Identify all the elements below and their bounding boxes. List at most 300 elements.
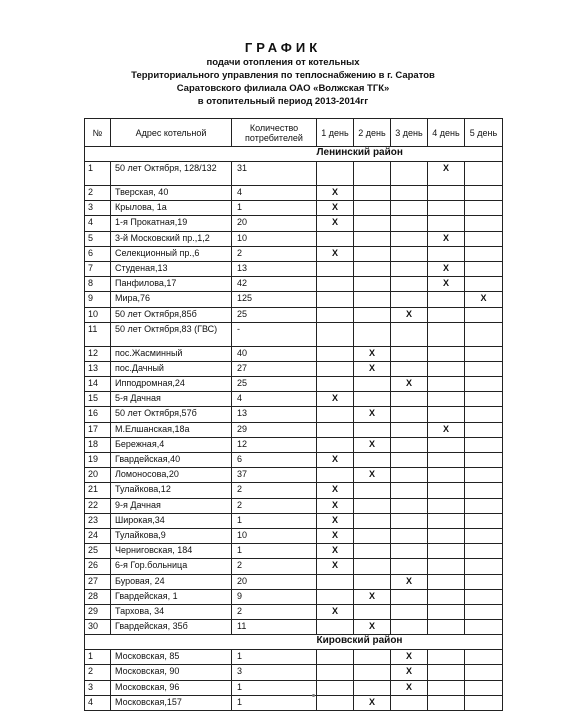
table-row	[85, 559, 503, 574]
day-4-cell	[428, 216, 465, 231]
day-5-cell	[465, 453, 503, 468]
day-2-cell	[354, 604, 391, 619]
day-3-cell	[391, 483, 428, 498]
day-2-cell: Х	[354, 620, 391, 635]
table-row	[85, 453, 503, 468]
header-day-4: 4 день	[428, 119, 465, 147]
day-3-cell	[391, 695, 428, 710]
table-row	[85, 346, 503, 361]
row-consumer-count: 11	[232, 620, 317, 635]
row-consumer-count: 10	[232, 528, 317, 543]
day-2-cell	[354, 292, 391, 307]
day-3-cell	[391, 544, 428, 559]
row-address: Московская, 96	[111, 680, 232, 695]
row-consumer-count: 4	[232, 392, 317, 407]
day-1-cell	[317, 292, 354, 307]
day-4-cell	[428, 453, 465, 468]
day-4-cell	[428, 604, 465, 619]
row-number: 4	[85, 216, 111, 231]
table-row	[85, 407, 503, 422]
day-1-cell: Х	[317, 528, 354, 543]
day-3-cell	[391, 261, 428, 276]
day-1-cell	[317, 665, 354, 680]
day-3-cell	[391, 468, 428, 483]
district-blank-cell	[85, 635, 317, 650]
table-row	[85, 322, 503, 346]
row-number: 1	[85, 162, 111, 186]
header-address: Адрес котельной	[111, 119, 232, 147]
day-3-cell	[391, 246, 428, 261]
row-consumer-count: 4	[232, 186, 317, 201]
day-3-cell	[391, 292, 428, 307]
row-number: 8	[85, 277, 111, 292]
header-day-2: 2 день	[354, 119, 391, 147]
row-address: Панфилова,17	[111, 277, 232, 292]
day-3-cell	[391, 437, 428, 452]
row-consumer-count: 1	[232, 544, 317, 559]
row-number: 26	[85, 559, 111, 574]
day-4-cell	[428, 483, 465, 498]
day-2-cell	[354, 216, 391, 231]
day-5-cell	[465, 528, 503, 543]
day-4-cell	[428, 544, 465, 559]
day-4-cell	[428, 513, 465, 528]
day-3-cell: Х	[391, 680, 428, 695]
row-address: 5-я Дачная	[111, 392, 232, 407]
row-number: 22	[85, 498, 111, 513]
day-1-cell	[317, 346, 354, 361]
row-number: 7	[85, 261, 111, 276]
row-address: Черниговская, 184	[111, 544, 232, 559]
row-number: 21	[85, 483, 111, 498]
day-4-cell	[428, 528, 465, 543]
day-3-cell	[391, 322, 428, 346]
day-3-cell	[391, 346, 428, 361]
day-4-cell	[428, 589, 465, 604]
day-3-cell	[391, 361, 428, 376]
day-3-cell	[391, 498, 428, 513]
day-3-cell: Х	[391, 650, 428, 665]
day-5-cell	[465, 589, 503, 604]
day-4-cell: Х	[428, 422, 465, 437]
row-address: 9-я Дачная	[111, 498, 232, 513]
table-body	[85, 147, 503, 711]
table-row	[85, 620, 503, 635]
table-row	[85, 392, 503, 407]
day-2-cell	[354, 528, 391, 543]
day-5-cell	[465, 201, 503, 216]
row-address: 50 лет Октября,57б	[111, 407, 232, 422]
row-address: Московская, 85	[111, 650, 232, 665]
day-2-cell	[354, 392, 391, 407]
document-title: ГРАФИК	[244, 40, 322, 55]
row-consumer-count: 1	[232, 513, 317, 528]
day-2-cell	[354, 650, 391, 665]
row-consumer-count: 9	[232, 589, 317, 604]
row-consumer-count: 25	[232, 307, 317, 322]
day-5-cell	[465, 346, 503, 361]
row-address: 3-й Московский пр.,1,2	[111, 231, 232, 246]
row-address: Гвардейская, 1	[111, 589, 232, 604]
row-consumer-count: 12	[232, 437, 317, 452]
subtitle-line-1: подачи отопления от котельных	[206, 57, 360, 68]
row-consumer-count: 29	[232, 422, 317, 437]
day-3-cell	[391, 407, 428, 422]
day-1-cell	[317, 261, 354, 276]
row-consumer-count: 20	[232, 574, 317, 589]
row-address: Гвардейская,40	[111, 453, 232, 468]
day-2-cell	[354, 483, 391, 498]
row-address: Студеная,13	[111, 261, 232, 276]
table-row	[85, 695, 503, 710]
row-consumer-count: 20	[232, 216, 317, 231]
day-4-cell	[428, 361, 465, 376]
day-2-cell	[354, 574, 391, 589]
day-1-cell	[317, 231, 354, 246]
day-2-cell	[354, 246, 391, 261]
row-address: 1-я Прокатная,19	[111, 216, 232, 231]
row-number: 14	[85, 377, 111, 392]
row-number: 11	[85, 322, 111, 346]
row-address: Тулайкова,12	[111, 483, 232, 498]
table-row	[85, 468, 503, 483]
row-number: 15	[85, 392, 111, 407]
day-1-cell: Х	[317, 559, 354, 574]
day-4-cell: Х	[428, 261, 465, 276]
row-address: пос.Жасминный	[111, 346, 232, 361]
row-consumer-count: 13	[232, 261, 317, 276]
day-1-cell: Х	[317, 604, 354, 619]
day-5-cell	[465, 246, 503, 261]
day-5-cell	[465, 186, 503, 201]
day-2-cell	[354, 665, 391, 680]
day-5-cell	[465, 604, 503, 619]
row-consumer-count: 10	[232, 231, 317, 246]
day-2-cell: Х	[354, 695, 391, 710]
district-blank-cell	[85, 147, 317, 162]
day-1-cell	[317, 468, 354, 483]
day-3-cell	[391, 422, 428, 437]
day-5-cell	[465, 407, 503, 422]
day-1-cell	[317, 422, 354, 437]
day-2-cell	[354, 422, 391, 437]
day-1-cell	[317, 437, 354, 452]
row-consumer-count: 13	[232, 407, 317, 422]
day-5-cell	[465, 307, 503, 322]
day-2-cell	[354, 162, 391, 186]
day-3-cell	[391, 277, 428, 292]
day-3-cell	[391, 559, 428, 574]
row-number: 9	[85, 292, 111, 307]
row-address: Мира,76	[111, 292, 232, 307]
day-2-cell: Х	[354, 437, 391, 452]
day-1-cell	[317, 162, 354, 186]
day-1-cell	[317, 695, 354, 710]
row-address: Московская, 90	[111, 665, 232, 680]
day-2-cell	[354, 322, 391, 346]
row-number: 3	[85, 201, 111, 216]
day-3-cell	[391, 216, 428, 231]
row-number: 20	[85, 468, 111, 483]
day-5-cell	[465, 620, 503, 635]
row-number: 2	[85, 186, 111, 201]
scan-speck	[312, 694, 315, 697]
row-number: 4	[85, 695, 111, 710]
row-consumer-count: 1	[232, 680, 317, 695]
header-num: №	[85, 119, 111, 147]
row-number: 3	[85, 680, 111, 695]
row-consumer-count: 42	[232, 277, 317, 292]
day-3-cell: Х	[391, 377, 428, 392]
day-3-cell: Х	[391, 307, 428, 322]
header-count: Количество потребителей	[232, 119, 317, 147]
day-5-cell	[465, 377, 503, 392]
day-3-cell	[391, 513, 428, 528]
row-consumer-count: 1	[232, 201, 317, 216]
row-consumer-count: 1	[232, 695, 317, 710]
table-row	[85, 574, 503, 589]
row-address: Широкая,34	[111, 513, 232, 528]
day-4-cell	[428, 437, 465, 452]
table-row	[85, 544, 503, 559]
day-3-cell	[391, 589, 428, 604]
table-row	[85, 513, 503, 528]
day-4-cell	[428, 665, 465, 680]
day-2-cell: Х	[354, 589, 391, 604]
row-number: 29	[85, 604, 111, 619]
table-row	[85, 186, 503, 201]
day-3-cell: Х	[391, 665, 428, 680]
table-row	[85, 377, 503, 392]
day-1-cell: Х	[317, 544, 354, 559]
header-day-1: 1 день	[317, 119, 354, 147]
table-row	[85, 680, 503, 695]
row-address: 50 лет Октября,85б	[111, 307, 232, 322]
row-consumer-count: 2	[232, 246, 317, 261]
table-row	[85, 231, 503, 246]
day-2-cell	[354, 559, 391, 574]
day-5-cell	[465, 574, 503, 589]
schedule-table	[84, 118, 503, 711]
day-5-cell	[465, 361, 503, 376]
day-4-cell	[428, 322, 465, 346]
row-consumer-count: 25	[232, 377, 317, 392]
day-4-cell	[428, 346, 465, 361]
day-5-cell	[465, 392, 503, 407]
table-header-row	[85, 119, 503, 147]
row-consumer-count: 2	[232, 498, 317, 513]
day-3-cell	[391, 604, 428, 619]
table-row	[85, 261, 503, 276]
day-4-cell	[428, 559, 465, 574]
day-1-cell: Х	[317, 392, 354, 407]
district-name: Кировский район	[317, 635, 503, 650]
day-5-cell	[465, 665, 503, 680]
row-consumer-count: 31	[232, 162, 317, 186]
row-number: 30	[85, 620, 111, 635]
day-5-cell	[465, 650, 503, 665]
day-4-cell	[428, 468, 465, 483]
day-2-cell	[354, 680, 391, 695]
day-3-cell	[391, 620, 428, 635]
day-4-cell	[428, 307, 465, 322]
row-number: 24	[85, 528, 111, 543]
row-number: 1	[85, 650, 111, 665]
table-row	[85, 665, 503, 680]
day-2-cell	[354, 201, 391, 216]
table-row	[85, 604, 503, 619]
row-number: 28	[85, 589, 111, 604]
row-consumer-count: 3	[232, 665, 317, 680]
row-address: Московская,157	[111, 695, 232, 710]
day-5-cell	[465, 162, 503, 186]
day-4-cell	[428, 377, 465, 392]
day-1-cell	[317, 620, 354, 635]
row-consumer-count: 1	[232, 650, 317, 665]
row-address: Ипподромная,24	[111, 377, 232, 392]
day-5-cell	[465, 498, 503, 513]
day-2-cell	[354, 186, 391, 201]
day-4-cell: Х	[428, 162, 465, 186]
day-4-cell	[428, 695, 465, 710]
row-number: 10	[85, 307, 111, 322]
table-row	[85, 201, 503, 216]
day-1-cell: Х	[317, 216, 354, 231]
day-2-cell	[354, 307, 391, 322]
row-address: Тархова, 34	[111, 604, 232, 619]
day-4-cell	[428, 246, 465, 261]
row-address: 6-я Гор.больница	[111, 559, 232, 574]
day-1-cell	[317, 361, 354, 376]
row-address: Крылова, 1а	[111, 201, 232, 216]
row-consumer-count: -	[232, 322, 317, 346]
table-row	[85, 528, 503, 543]
day-1-cell: Х	[317, 498, 354, 513]
day-1-cell	[317, 307, 354, 322]
row-number: 12	[85, 346, 111, 361]
district-row	[85, 147, 503, 162]
row-address: Селекционный пр.,6	[111, 246, 232, 261]
table-row	[85, 246, 503, 261]
day-4-cell	[428, 498, 465, 513]
day-2-cell: Х	[354, 407, 391, 422]
day-1-cell: Х	[317, 201, 354, 216]
day-5-cell	[465, 513, 503, 528]
day-4-cell	[428, 392, 465, 407]
row-number: 6	[85, 246, 111, 261]
day-1-cell	[317, 574, 354, 589]
row-consumer-count: 40	[232, 346, 317, 361]
day-1-cell	[317, 650, 354, 665]
day-3-cell	[391, 528, 428, 543]
day-3-cell	[391, 186, 428, 201]
day-2-cell	[354, 544, 391, 559]
day-1-cell: Х	[317, 513, 354, 528]
day-4-cell	[428, 292, 465, 307]
day-5-cell	[465, 680, 503, 695]
day-1-cell: Х	[317, 246, 354, 261]
day-3-cell: Х	[391, 574, 428, 589]
day-3-cell	[391, 162, 428, 186]
row-address: М.Елшанская,18а	[111, 422, 232, 437]
table-row	[85, 307, 503, 322]
row-address: Бережная,4	[111, 437, 232, 452]
district-row	[85, 635, 503, 650]
day-1-cell: Х	[317, 483, 354, 498]
table-row	[85, 483, 503, 498]
row-address: Буровая, 24	[111, 574, 232, 589]
day-3-cell	[391, 231, 428, 246]
table-row	[85, 437, 503, 452]
day-4-cell: Х	[428, 277, 465, 292]
day-3-cell	[391, 453, 428, 468]
district-name: Ленинский район	[317, 147, 503, 162]
row-consumer-count: 27	[232, 361, 317, 376]
day-5-cell	[465, 695, 503, 710]
day-2-cell: Х	[354, 346, 391, 361]
day-4-cell	[428, 574, 465, 589]
row-address: Тверская, 40	[111, 186, 232, 201]
day-5-cell	[465, 322, 503, 346]
day-5-cell	[465, 231, 503, 246]
row-number: 25	[85, 544, 111, 559]
table-row	[85, 589, 503, 604]
row-number: 27	[85, 574, 111, 589]
day-4-cell	[428, 620, 465, 635]
row-number: 17	[85, 422, 111, 437]
day-4-cell	[428, 407, 465, 422]
row-consumer-count: 125	[232, 292, 317, 307]
day-2-cell	[354, 377, 391, 392]
day-2-cell	[354, 453, 391, 468]
day-1-cell	[317, 680, 354, 695]
day-1-cell	[317, 277, 354, 292]
day-2-cell: Х	[354, 468, 391, 483]
day-4-cell: Х	[428, 231, 465, 246]
row-address: 50 лет Октября, 128/132	[111, 162, 232, 186]
row-address: Тулайкова,9	[111, 528, 232, 543]
row-address: Ломоносова,20	[111, 468, 232, 483]
header-day-5: 5 день	[465, 119, 503, 147]
row-consumer-count: 2	[232, 604, 317, 619]
day-5-cell	[465, 544, 503, 559]
row-number: 18	[85, 437, 111, 452]
day-2-cell	[354, 277, 391, 292]
row-number: 13	[85, 361, 111, 376]
row-address: 50 лет Октября,83 (ГВС)	[111, 322, 232, 346]
table-row	[85, 162, 503, 186]
day-1-cell	[317, 377, 354, 392]
header-day-3: 3 день	[391, 119, 428, 147]
day-4-cell	[428, 201, 465, 216]
day-5-cell	[465, 483, 503, 498]
table-row	[85, 361, 503, 376]
row-number: 5	[85, 231, 111, 246]
row-consumer-count: 37	[232, 468, 317, 483]
day-5-cell: Х	[465, 292, 503, 307]
day-2-cell	[354, 498, 391, 513]
table-row	[85, 650, 503, 665]
day-5-cell	[465, 216, 503, 231]
day-5-cell	[465, 277, 503, 292]
table-row	[85, 216, 503, 231]
row-number: 23	[85, 513, 111, 528]
subtitle-line-2: Территориального управления по теплоснабжению в г. Саратов	[131, 70, 435, 81]
day-4-cell	[428, 680, 465, 695]
day-2-cell	[354, 261, 391, 276]
row-address: Гвардейская, 35б	[111, 620, 232, 635]
day-2-cell	[354, 513, 391, 528]
